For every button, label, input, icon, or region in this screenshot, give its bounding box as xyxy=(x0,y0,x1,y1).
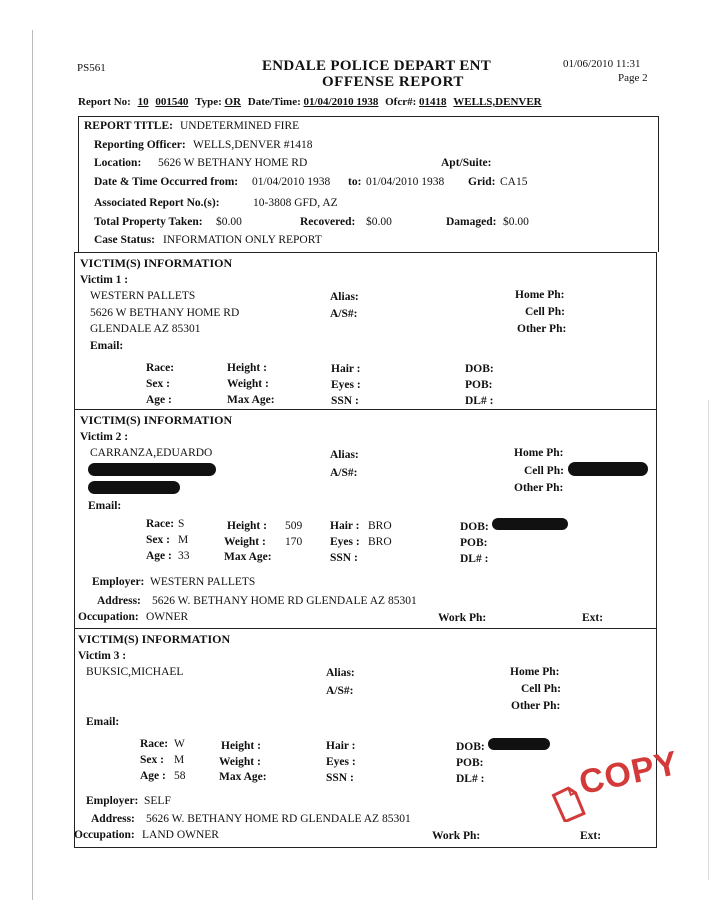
report-no-year: 10 xyxy=(137,96,149,108)
victim2-dob-redaction xyxy=(492,518,568,530)
victim2-ssn-label: SSN : xyxy=(330,552,358,564)
victim2-sex-label: Sex : xyxy=(146,534,170,546)
recovered-value: $0.00 xyxy=(366,216,392,228)
datetime-value: 01/04/2010 1938 xyxy=(303,96,379,108)
victim1-address-line2: GLENDALE AZ 85301 xyxy=(90,323,201,335)
location-value: 5626 W BETHANY HOME RD xyxy=(158,157,308,169)
victim3-as-label: A/S#: xyxy=(326,685,354,697)
victim1-race-label: Race: xyxy=(146,362,175,374)
victim2-sex-value: M xyxy=(178,534,189,546)
victim3-occupation-value: LAND OWNER xyxy=(142,829,219,841)
victim2-label: Victim 2 : xyxy=(80,431,129,443)
victim3-home-phone-label: Home Ph: xyxy=(510,666,560,678)
victim3-max-age-label: Max Age: xyxy=(219,771,267,783)
victim2-max-age-label: Max Age: xyxy=(224,551,272,563)
victim2-address-label: Address: xyxy=(97,595,141,607)
report-type-title: OFFENSE REPORT xyxy=(322,74,464,90)
recovered-label: Recovered: xyxy=(300,216,356,228)
victim2-eyes-label: Eyes : xyxy=(330,536,360,548)
victim2-occupation-label: Occupation: xyxy=(78,611,139,623)
property-taken-label: Total Property Taken: xyxy=(94,216,203,228)
victim2-address-redaction-1 xyxy=(88,463,216,476)
printed-datetime: 01/06/2010 11:31 xyxy=(563,58,641,70)
page-number: Page 2 xyxy=(618,72,648,84)
victim2-cell-phone-redaction xyxy=(568,462,648,476)
victim1-sex-label: Sex : xyxy=(146,378,170,390)
summary-box-top xyxy=(78,116,658,117)
victim2-height-label: Height : xyxy=(227,520,267,532)
apt-suite-label: Apt/Suite: xyxy=(441,157,492,169)
victim1-max-age-label: Max Age: xyxy=(227,394,275,406)
victim1-home-phone-label: Home Ph: xyxy=(515,289,565,301)
victim3-employer-value: SELF xyxy=(144,795,171,807)
reporting-officer-label: Reporting Officer: xyxy=(94,139,186,151)
victim2-as-label: A/S#: xyxy=(330,467,358,479)
grid-label: Grid: xyxy=(468,176,496,188)
victim3-occupation-label: Occupation: xyxy=(74,829,135,841)
victim3-dl-label: DL# : xyxy=(456,773,485,785)
victim2-email-label: Email: xyxy=(88,500,122,512)
victim2-section-top xyxy=(74,409,657,410)
victim3-section-top xyxy=(74,628,657,629)
victim2-section-title: VICTIM(S) INFORMATION xyxy=(80,413,233,427)
victim3-address-value: 5626 W. BETHANY HOME RD GLENDALE AZ 85301 xyxy=(146,813,411,825)
victim3-alias-label: Alias: xyxy=(326,667,355,679)
associated-report-value: 10-3808 GFD, AZ xyxy=(253,197,338,209)
summary-box-left xyxy=(78,116,79,252)
victim3-other-phone-label: Other Ph: xyxy=(511,700,561,712)
report-no-label: Report No: xyxy=(78,96,131,108)
summary-box-right xyxy=(658,116,659,252)
victim3-email-label: Email: xyxy=(86,716,120,728)
scan-edge-left xyxy=(32,30,33,900)
damaged-label: Damaged: xyxy=(446,216,497,228)
grid-value: CA15 xyxy=(500,176,528,188)
victim1-section-title: VICTIM(S) INFORMATION xyxy=(80,256,233,270)
victim2-eyes-value: BRO xyxy=(368,536,392,548)
occurred-label: Date & Time Occurred from: xyxy=(94,176,239,188)
victim2-employer-label: Employer: xyxy=(92,576,145,588)
victim3-employer-label: Employer: xyxy=(86,795,139,807)
victim3-sex-value: M xyxy=(174,754,185,766)
victim1-section-top xyxy=(74,252,657,253)
report-title-value: UNDETERMINED FIRE xyxy=(180,120,300,132)
victim2-occupation-value: OWNER xyxy=(146,611,189,623)
location-label: Location: xyxy=(94,157,142,169)
report-line xyxy=(78,96,542,108)
victim3-weight-label: Weight : xyxy=(219,756,261,768)
victim3-ssn-label: SSN : xyxy=(326,772,354,784)
type-value: OR xyxy=(224,96,242,108)
victim2-alias-label: Alias: xyxy=(330,449,359,461)
victim3-section-title: VICTIM(S) INFORMATION xyxy=(78,632,231,646)
victims-box-left xyxy=(74,252,75,848)
victim3-hair-label: Hair : xyxy=(326,740,356,752)
victim2-age-label: Age : xyxy=(146,550,172,562)
victim1-hair-label: Hair : xyxy=(331,363,361,375)
victim2-cell-phone-label: Cell Ph: xyxy=(524,465,564,477)
victim1-address-line1: 5626 W BETHANY HOME RD xyxy=(90,307,240,319)
victim2-weight-value: 170 xyxy=(285,536,303,548)
report-title-label: REPORT TITLE: xyxy=(84,120,173,132)
victim3-pob-label: POB: xyxy=(456,757,484,769)
victim1-name: WESTERN PALLETS xyxy=(90,290,196,302)
victim3-address-label: Address: xyxy=(91,813,135,825)
officer-name: WELLS,DENVER xyxy=(453,96,542,108)
victim1-height-label: Height : xyxy=(227,362,267,374)
victim2-other-phone-label: Other Ph: xyxy=(514,482,564,494)
property-taken-value: $0.00 xyxy=(216,216,242,228)
victim3-dob-label: DOB: xyxy=(456,741,485,753)
victim2-age-value: 33 xyxy=(178,550,190,562)
victim2-pob-label: POB: xyxy=(460,537,488,549)
victim3-race-label: Race: xyxy=(140,738,169,750)
victim1-age-label: Age : xyxy=(146,394,172,406)
victim3-name: BUKSIC,MICHAEL xyxy=(86,666,184,678)
victim2-race-value: S xyxy=(178,518,185,530)
victim1-pob-label: POB: xyxy=(465,379,493,391)
victim1-cell-phone-label: Cell Ph: xyxy=(525,306,565,318)
report-no-number: 001540 xyxy=(155,96,189,108)
case-status-value: INFORMATION ONLY REPORT xyxy=(163,234,322,246)
victim1-eyes-label: Eyes : xyxy=(331,379,361,391)
officer-label: Ofcr#: xyxy=(385,96,417,108)
type-label: Type: xyxy=(195,96,222,108)
case-status-label: Case Status: xyxy=(94,234,156,246)
victim1-label: Victim 1 : xyxy=(80,274,129,286)
victim3-dob-redaction xyxy=(488,738,550,750)
victim1-other-phone-label: Other Ph: xyxy=(517,323,567,335)
victim3-age-label: Age : xyxy=(140,770,166,782)
copy-stamp-text: COPY xyxy=(575,743,682,803)
occurred-from-value: 01/04/2010 1938 xyxy=(252,176,331,188)
reporting-officer-value: WELLS,DENVER #1418 xyxy=(193,139,313,151)
department-name: ENDALE POLICE DEPART ENT xyxy=(262,58,492,74)
victim1-ssn-label: SSN : xyxy=(331,395,359,407)
victim2-height-value: 509 xyxy=(285,520,303,532)
victim2-hair-label: Hair : xyxy=(330,520,360,532)
damaged-value: $0.00 xyxy=(503,216,529,228)
victim2-home-phone-label: Home Ph: xyxy=(514,447,564,459)
officer-number: 01418 xyxy=(419,96,447,108)
victim2-dl-label: DL# : xyxy=(460,553,489,565)
occurred-to-label: to: xyxy=(348,176,362,188)
associated-report-label: Associated Report No.(s): xyxy=(94,197,220,209)
victim1-email-label: Email: xyxy=(90,340,124,352)
victim3-work-phone-label: Work Ph: xyxy=(432,830,481,842)
victim3-height-label: Height : xyxy=(221,740,261,752)
victim3-eyes-label: Eyes : xyxy=(326,756,356,768)
victim3-sex-label: Sex : xyxy=(140,754,164,766)
datetime-label: Date/Time: xyxy=(247,96,301,108)
victim3-race-value: W xyxy=(174,738,185,750)
victims-box-bottom xyxy=(74,847,657,848)
victim3-label: Victim 3 : xyxy=(78,650,127,662)
scan-edge-right xyxy=(708,400,709,880)
victim2-hair-value: BRO xyxy=(368,520,392,532)
victim2-race-label: Race: xyxy=(146,518,175,530)
victim3-cell-phone-label: Cell Ph: xyxy=(521,683,561,695)
victim2-address-value: 5626 W. BETHANY HOME RD GLENDALE AZ 85301 xyxy=(152,595,417,607)
victim2-name: CARRANZA,EDUARDO xyxy=(90,447,213,459)
victim1-dob-label: DOB: xyxy=(465,363,494,375)
victim2-weight-label: Weight : xyxy=(224,536,266,548)
victim3-age-value: 58 xyxy=(174,770,186,782)
victim1-alias-label: Alias: xyxy=(330,291,359,303)
occurred-to-value: 01/04/2010 1938 xyxy=(366,176,445,188)
victim2-employer-value: WESTERN PALLETS xyxy=(150,576,256,588)
victim2-dob-label: DOB: xyxy=(460,521,489,533)
copy-stamp xyxy=(548,743,682,822)
victim1-as-label: A/S#: xyxy=(330,308,358,320)
victim2-address-redaction-2 xyxy=(88,481,180,494)
victim2-work-phone-label: Work Ph: xyxy=(438,612,487,624)
form-code: PS561 xyxy=(77,62,106,74)
victim3-ext-label: Ext: xyxy=(580,830,602,842)
victim2-ext-label: Ext: xyxy=(582,612,604,624)
victim1-weight-label: Weight : xyxy=(227,378,269,390)
victim1-dl-label: DL# : xyxy=(465,395,494,407)
